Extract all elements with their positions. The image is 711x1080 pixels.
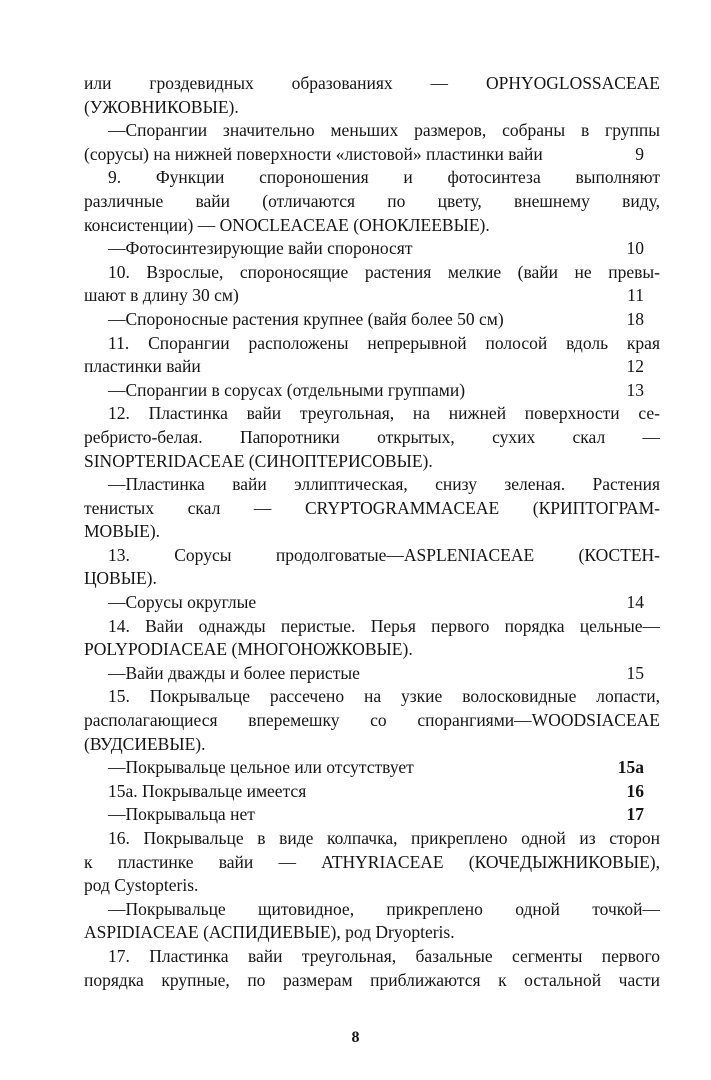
line-text: —Сорусы округлые [108, 592, 257, 613]
page-number: 8 [351, 1029, 360, 1046]
text-line-with-ref [84, 284, 660, 308]
line-text: шают в длину 30 см) [84, 285, 239, 306]
text-line: 9. Функции спороношения и фотосинтеза выполняют [108, 167, 660, 188]
line-text: —Спороносные растения крупнее (вайя более 50 см) [108, 308, 504, 329]
line-text: (сорусы) на нижней поверхности «листовой» пластинки вайи [84, 143, 543, 164]
text-line: 12. Пластинка вайи треугольная, на нижней поверхности се- [108, 403, 660, 424]
ref-number: 16 [626, 780, 644, 801]
ref-number: 15а [617, 757, 644, 778]
page-body [84, 72, 660, 992]
ref-number: 10 [626, 238, 644, 259]
key-alternative-8 [84, 119, 660, 166]
text-line-with-ref [84, 143, 660, 167]
text-line: POLYPODIACEAE (МНОГОНОЖКОВЫЕ). [84, 639, 413, 660]
text-line: ЦОВЫЕ). [84, 568, 157, 589]
text-line-with-ref [84, 662, 660, 686]
text-line: различные вайи (отличаются по цвету, внешнему виду, [84, 190, 660, 211]
key-couplet-11 [84, 332, 660, 403]
text-line: —Спорангии значительно меньших размеров, собраны в группы [108, 120, 660, 141]
text-line-with-ref [84, 756, 660, 780]
line-text: —Покрывальца нет [108, 804, 255, 825]
text-line: 15. Покрывальце рассечено на узкие волосковидные лопасти, [108, 686, 660, 707]
text-line: 16. Покрывальце в виде колпачка, прикреплено одной из сторон [108, 828, 660, 848]
text-line-with-ref [84, 355, 660, 379]
text-line: или гроздевидных образованиях — OPHYOGLOSSACEAE [84, 73, 660, 93]
text-line: МОВЫЕ). [84, 521, 161, 542]
text-line: 17. Пластинка вайи треугольная, базальные сегменты первого [108, 945, 660, 966]
text-line-with-ref [84, 780, 660, 804]
key-couplet-13 [84, 544, 660, 615]
key-couplet-8-continued [84, 72, 660, 119]
text-line-with-ref [84, 308, 660, 332]
text-line: 13. Сорусы продолговатые—ASPLENIACEAE (КОСТЕН- [108, 544, 660, 565]
text-line: ребристо-белая. Папоротники открытых, сухих скал — [84, 426, 660, 447]
text-line: располагающиеся вперемешку со спорангиями—WOODSIACEAE [84, 710, 660, 731]
ref-number: 9 [635, 143, 644, 164]
key-couplet-17 [84, 945, 660, 992]
line-text: —Покрывальце цельное или отсутствует [108, 757, 414, 778]
ref-number: 18 [626, 308, 644, 329]
ref-number: 14 [626, 592, 644, 613]
ref-number: 15 [626, 662, 644, 683]
line-text: пластинки вайи [84, 356, 201, 377]
key-couplet-10 [84, 261, 660, 332]
key-couplet-9 [84, 166, 660, 260]
text-line: —Пластинка вайи эллиптическая, снизу зеленая. Растения [108, 474, 660, 495]
text-line: порядка крупные, по размерам приближаются к остальной части [84, 969, 660, 990]
line-text: 15а. Покрывальце имеется [108, 780, 307, 801]
ref-number: 17 [626, 804, 644, 825]
text-line: 11. Спорангии расположены непрерывной полосой вдоль края [108, 332, 660, 353]
text-line-with-ref [84, 237, 660, 261]
ref-number: 12 [626, 356, 644, 377]
key-couplet-15 [84, 685, 660, 779]
text-line: 10. Взрослые, спороносящие растения мелкие (вайи не превы- [108, 261, 660, 282]
text-line-with-ref [84, 591, 660, 615]
text-line: к пластинке вайи — ATHYRIACEAE (КОЧЕДЫЖНИКОВЫЕ), [84, 851, 660, 872]
text-line: SINOPTERIDACEAE (СИНОПТЕРИСОВЫЕ). [84, 450, 433, 471]
key-couplet-16 [84, 827, 660, 945]
text-line: консистенции) — ONOCLEACEAE (ОНОКЛЕЕВЫЕ). [84, 214, 490, 235]
ref-number: 13 [626, 379, 644, 400]
line-text: —Фотосинтезирующие вайи спороносят [108, 238, 413, 259]
key-couplet-14 [84, 615, 660, 686]
text-line: (ВУДСИЕВЫЕ). [84, 733, 206, 754]
line-text: —Спорангии в сорусах (отдельными группами) [108, 379, 466, 400]
text-line: тенистых скал — CRYPTOGRAMMACEAE (КРИПТОГРАМ- [84, 497, 660, 518]
text-line-with-ref [84, 379, 660, 403]
key-couplet-12 [84, 402, 660, 544]
text-line: —Покрывальце щитовидное, прикреплено одной точкой— [108, 898, 660, 919]
ref-number: 11 [627, 285, 644, 306]
text-line: род Cystopteris. [84, 875, 199, 896]
text-line: 14. Вайи однажды перистые. Перья первого порядка цельные— [108, 615, 660, 636]
key-couplet-15a [84, 780, 660, 827]
text-line-with-ref [84, 803, 660, 827]
text-line: (УЖОВНИКОВЫЕ). [84, 96, 239, 117]
line-text: —Вайи дважды и более перистые [108, 662, 360, 683]
text-line: ASPIDIACEAE (АСПИДИЕВЫЕ), род Dryopteris. [84, 922, 455, 943]
